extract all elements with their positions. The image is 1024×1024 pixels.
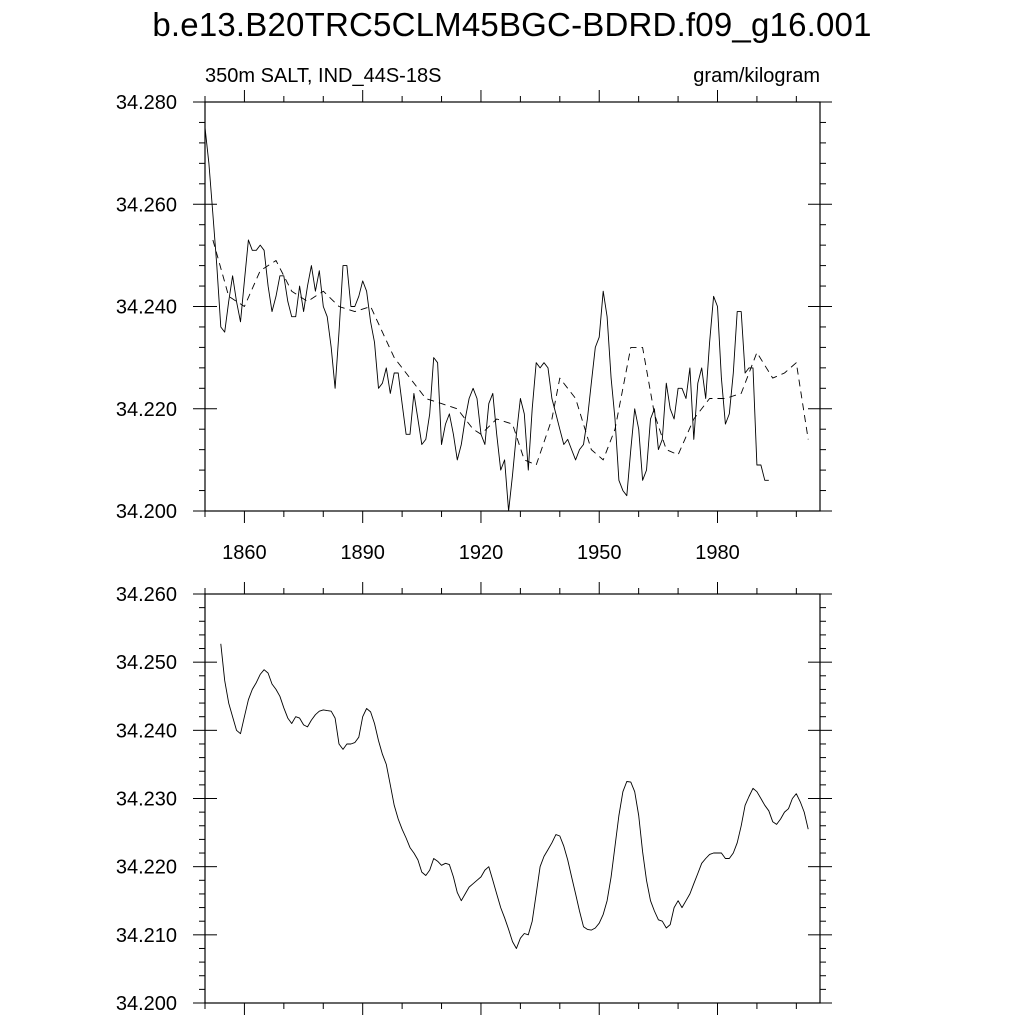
y-tick-label: 34.240 <box>115 296 177 319</box>
x-tick-label: 1950 <box>576 542 622 564</box>
bottom-panel <box>116 582 832 1015</box>
top-panel-units-string: gram/kilogram <box>693 65 820 87</box>
y-tick-label: 34.210 <box>115 924 177 947</box>
y-tick-label: 34.250 <box>115 652 177 675</box>
top-panel-left-string: 350m SALT, IND_44S-18S <box>205 65 442 87</box>
x-tick-label: 1980 <box>695 542 740 564</box>
series-line <box>221 644 808 949</box>
y-tick-label: 34.200 <box>115 501 177 523</box>
chart-title: b.e13.B20TRC5CLM45BGC-BDRD.f09_g16.001 <box>152 6 872 43</box>
series-line <box>205 128 769 511</box>
y-tick-label: 34.200 <box>115 993 177 1015</box>
x-tick-label: 1890 <box>340 542 385 564</box>
y-tick-label: 34.220 <box>115 856 177 879</box>
y-tick-label: 34.260 <box>115 194 177 217</box>
smoothed-series-line <box>213 240 808 465</box>
y-tick-label: 34.280 <box>115 92 177 114</box>
y-tick-label: 34.240 <box>115 720 177 743</box>
y-tick-label: 34.260 <box>115 584 177 606</box>
y-tick-label: 34.230 <box>115 788 177 811</box>
x-tick-label: 1860 <box>222 542 267 564</box>
y-tick-label: 34.220 <box>115 398 177 421</box>
x-tick-label: 1920 <box>458 542 504 564</box>
top-panel <box>116 90 832 564</box>
